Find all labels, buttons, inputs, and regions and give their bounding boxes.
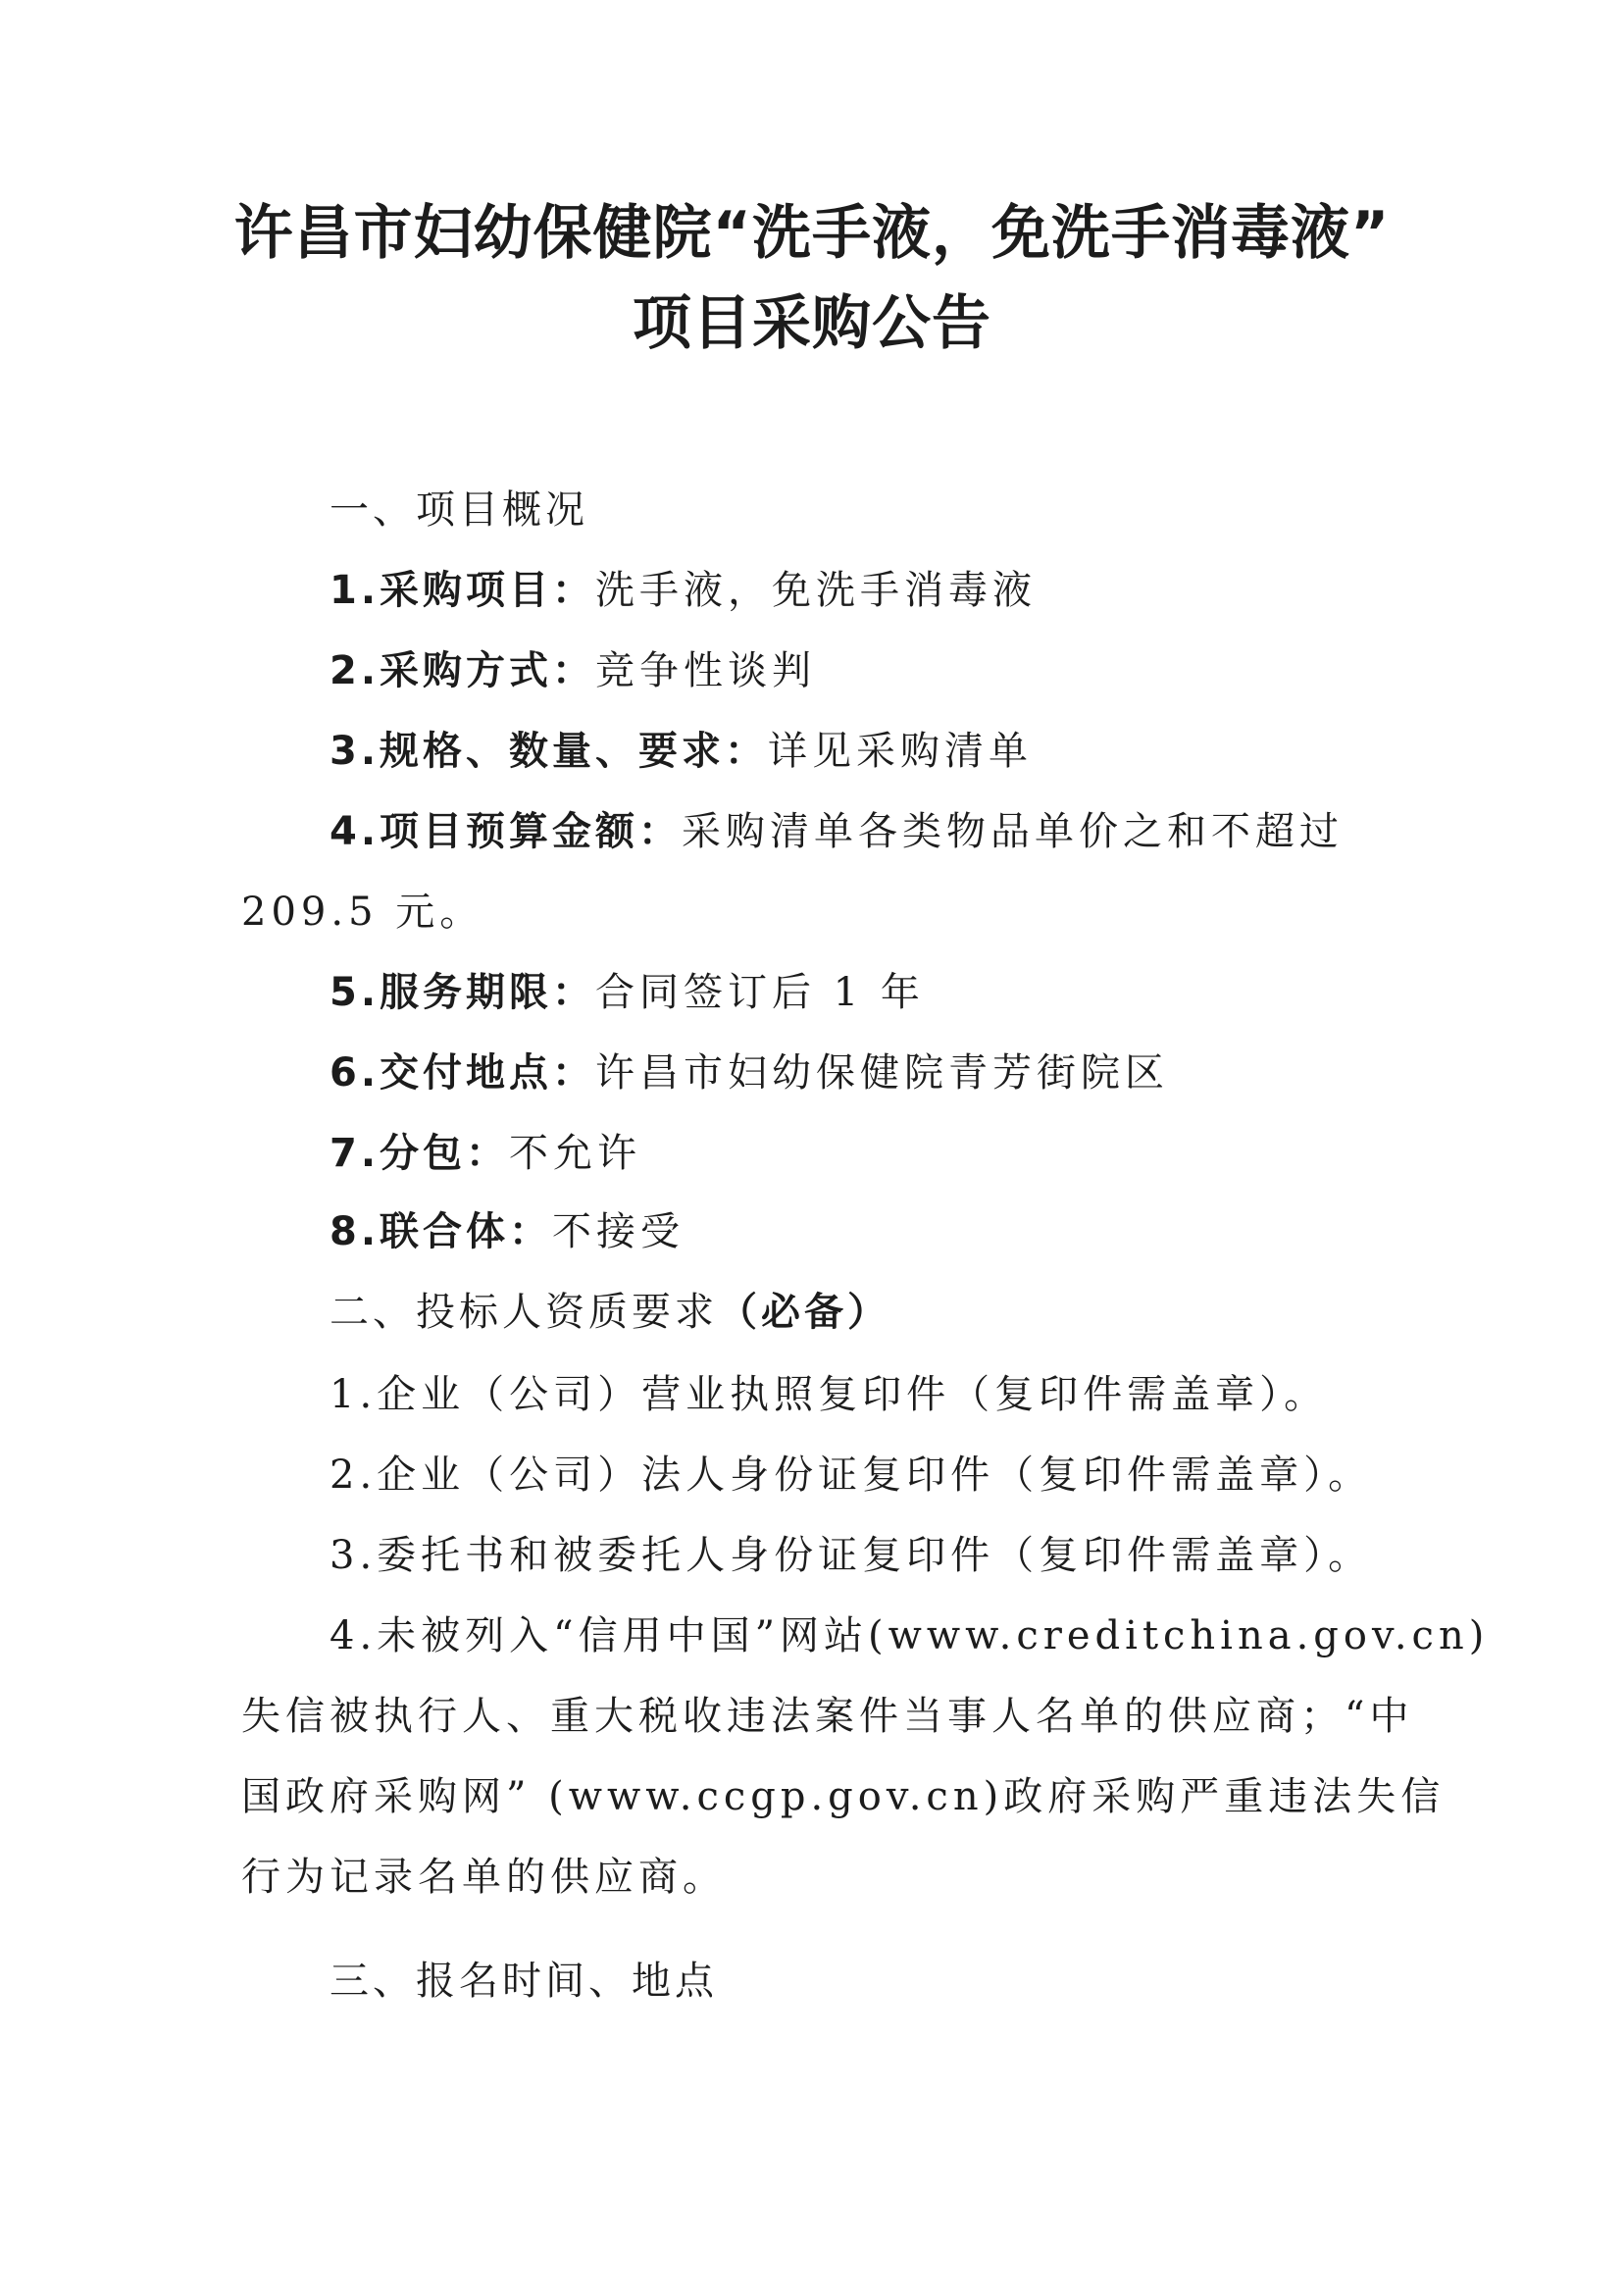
item-label: 6.交付地点： bbox=[330, 1050, 596, 1096]
section-1-item-4-continuation: 209.5 元。 bbox=[241, 890, 484, 935]
item-value: 许昌市妇幼保健院青芳街院区 bbox=[595, 1050, 1170, 1096]
item-label: 3.规格、数量、要求： bbox=[330, 729, 769, 774]
item-label: 4.项目预算金额： bbox=[330, 809, 683, 854]
section-2-item-3: 3.委托书和被委托人身份证复印件（复印件需盖章）。 bbox=[330, 1533, 1373, 1578]
section-2-heading bbox=[330, 1283, 890, 1342]
section-1-item-7 bbox=[330, 1124, 641, 1183]
item-label: 7.分包： bbox=[330, 1131, 510, 1176]
section-2-item-1: 1.企业（公司）营业执照复印件（复印件需盖章）。 bbox=[330, 1372, 1329, 1417]
item-value: 不允许 bbox=[509, 1131, 642, 1176]
section-1-item-8 bbox=[330, 1202, 685, 1261]
section-1-item-6 bbox=[330, 1044, 1169, 1102]
section-2-item-2: 2.企业（公司）法人身份证复印件（复印件需盖章）。 bbox=[330, 1453, 1373, 1498]
item-label: 5.服务期限： bbox=[330, 970, 596, 1015]
item-value: 不接受 bbox=[552, 1209, 685, 1254]
section-1-item-5 bbox=[330, 963, 925, 1022]
section-2-item-4-line-3: 国政府采购网” (www.ccgp.gov.cn)政府采购严重违法失信 bbox=[241, 1774, 1446, 1819]
section-1-heading: 一、项目概况 bbox=[330, 487, 588, 533]
section-1-item-1 bbox=[330, 561, 1037, 620]
section-1-item-3 bbox=[330, 722, 1033, 781]
section-2-heading-note: （必备） bbox=[718, 1290, 890, 1335]
item-value: 竞争性谈判 bbox=[595, 648, 817, 693]
section-2-item-4-line-4: 行为记录名单的供应商。 bbox=[241, 1855, 727, 1900]
section-2-heading-main: 二、投标人资质要求 bbox=[330, 1290, 718, 1335]
item-value: 详见采购清单 bbox=[768, 729, 1034, 774]
section-1-item-4 bbox=[330, 802, 1344, 861]
section-2-item-4-line-1: 4.未被列入“信用中国”网站(www.creditchina.gov.cn) bbox=[330, 1613, 1490, 1658]
section-3-heading: 三、报名时间、地点 bbox=[330, 1959, 718, 2004]
item-label: 1.采购项目： bbox=[330, 568, 596, 613]
item-value: 采购清单各类物品单价之和不超过 bbox=[682, 809, 1345, 854]
item-value: 合同签订后 1 年 bbox=[595, 970, 925, 1015]
section-2-item-4-line-2: 失信被执行人、重大税收违法案件当事人名单的供应商；“中 bbox=[241, 1694, 1414, 1739]
item-value: 洗手液，免洗手消毒液 bbox=[595, 568, 1038, 613]
item-label: 8.联合体： bbox=[330, 1209, 553, 1254]
document-title-line-2: 项目采购公告 bbox=[633, 289, 991, 358]
item-label: 2.采购方式： bbox=[330, 648, 596, 693]
document-title-line-1: 许昌市妇幼保健院“洗手液，免洗手消毒液” bbox=[233, 199, 1391, 268]
section-1-item-2 bbox=[330, 641, 816, 700]
